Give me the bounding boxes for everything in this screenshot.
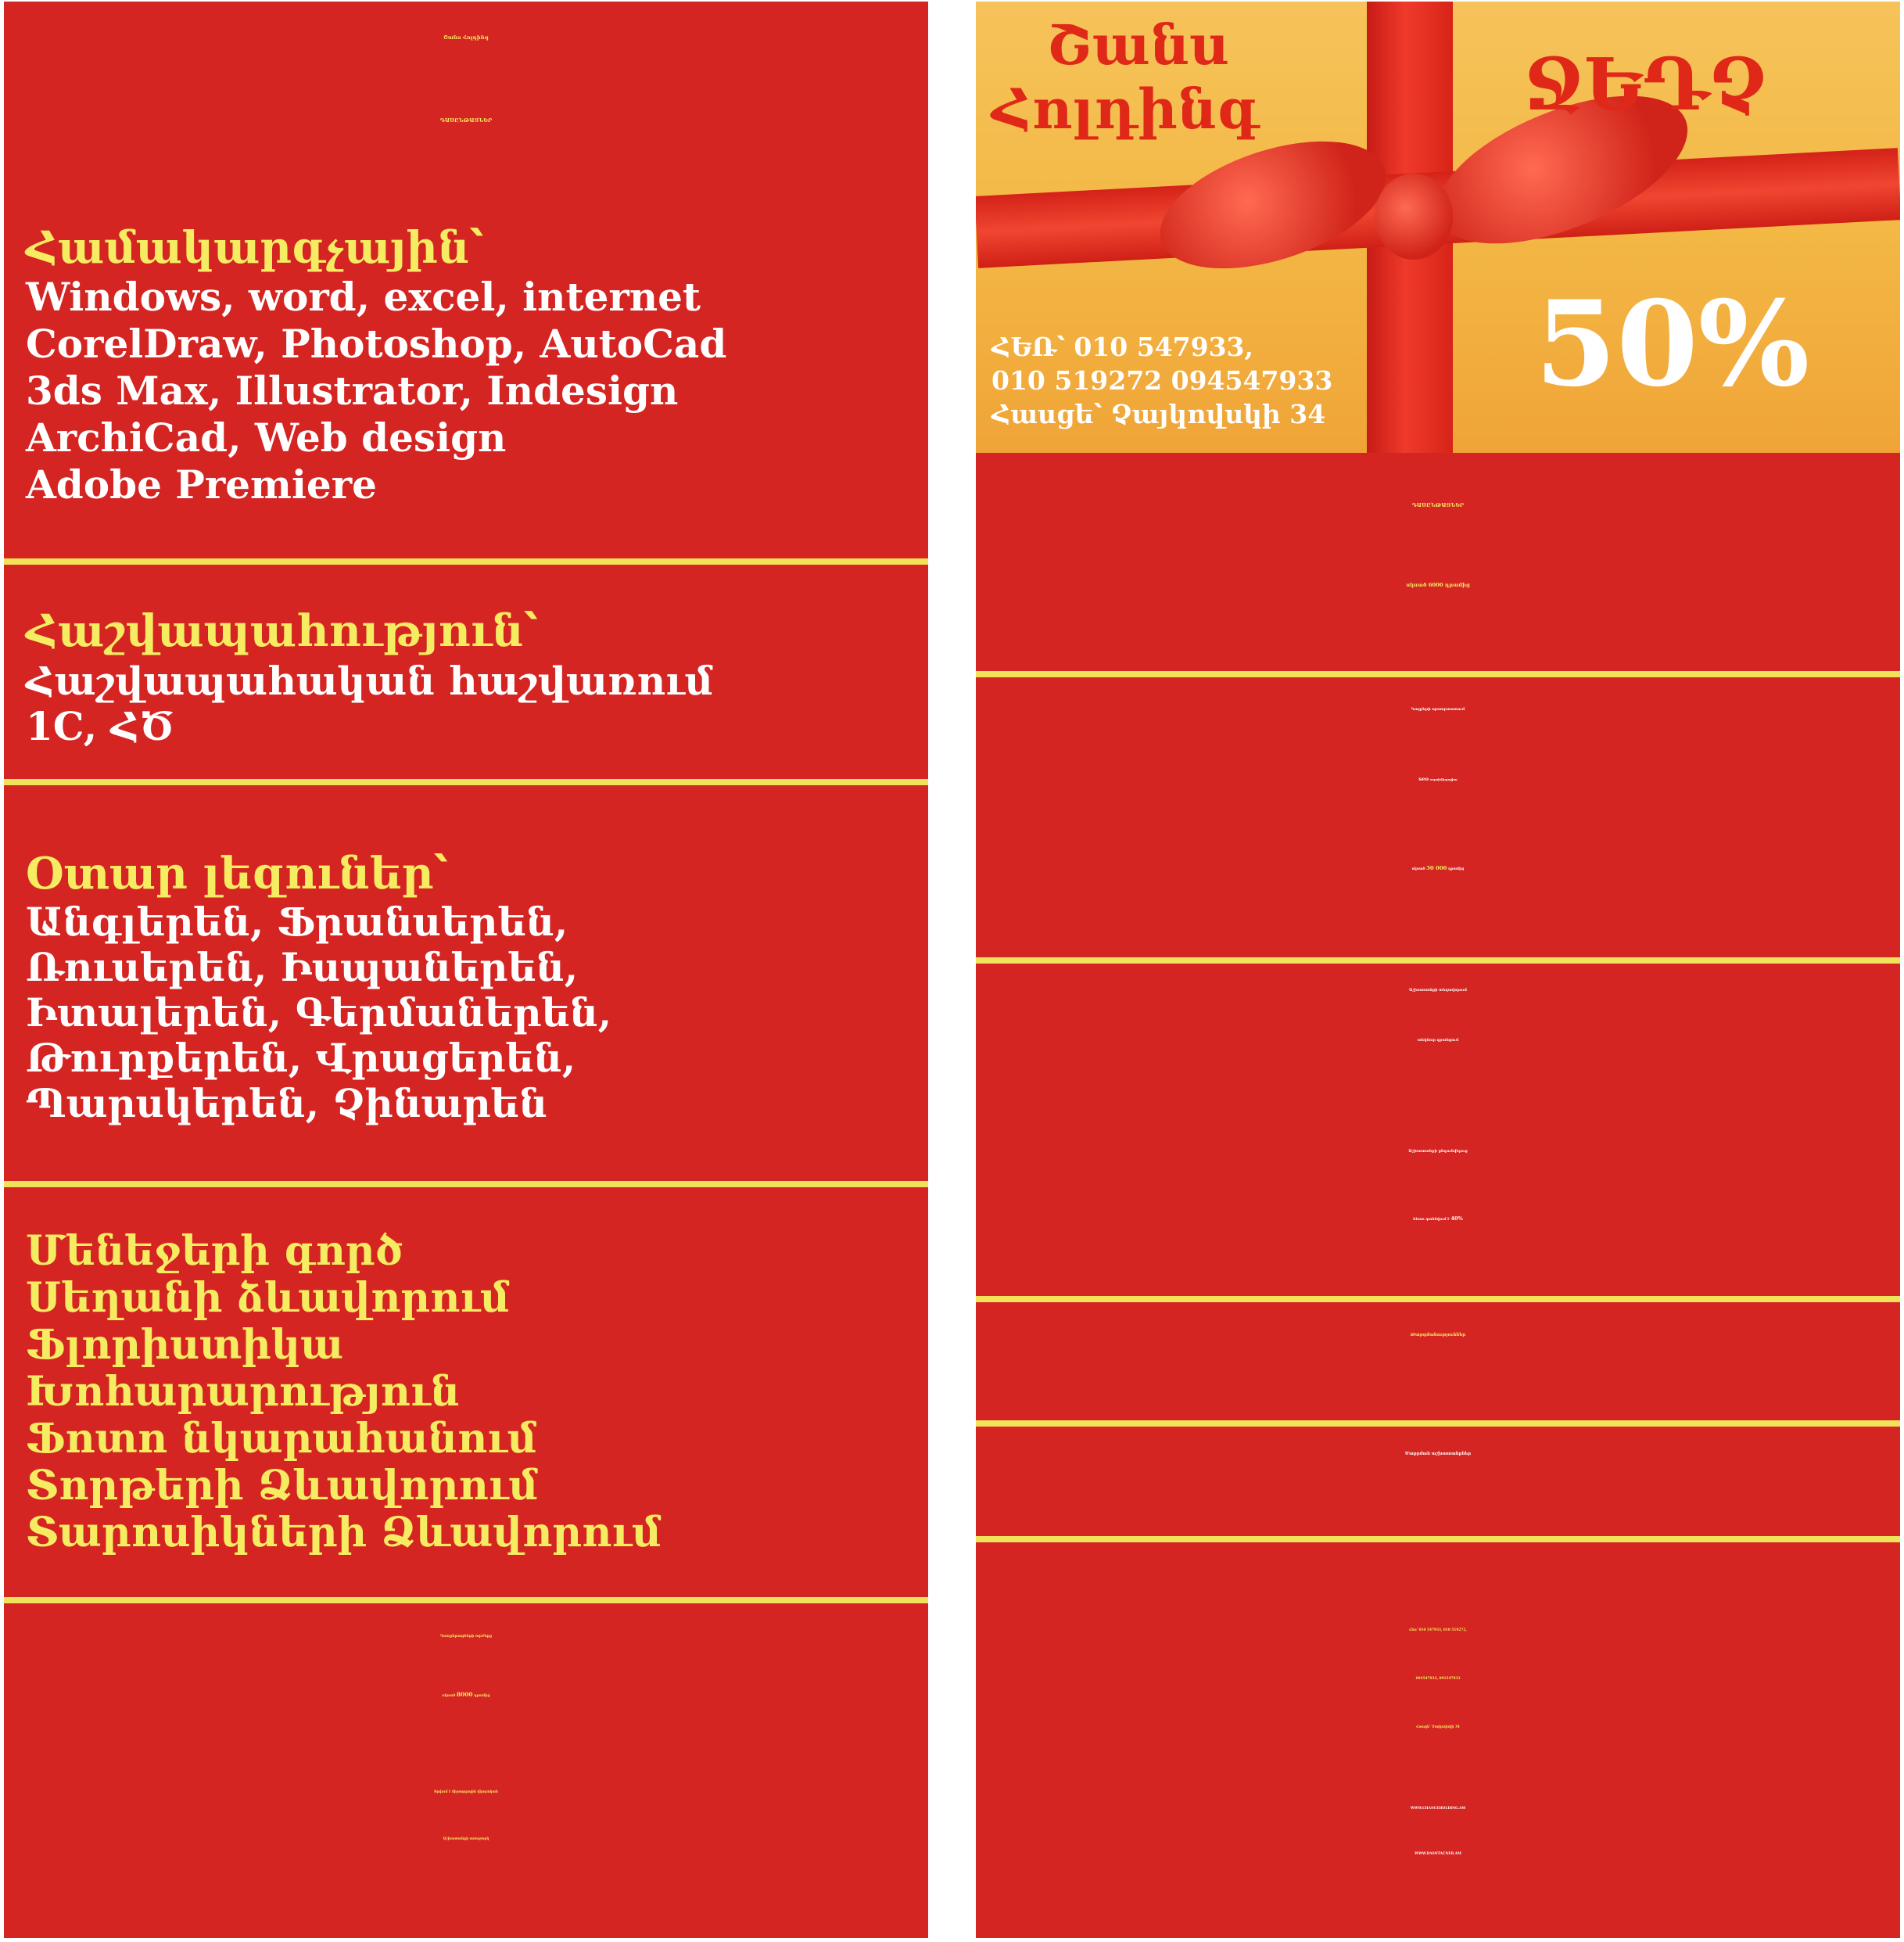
list-item: 1C, ՀԾ — [26, 703, 174, 749]
computer-list — [26, 274, 726, 508]
list-item: Անգլերեն, Ֆրանսերեն, — [26, 899, 568, 945]
gift-brand-2: Հոլդինգ — [991, 77, 1260, 142]
accounting-list — [26, 659, 713, 749]
divider — [976, 1536, 1900, 1542]
certificate-text: Տրվում է միջազգային վկայական — [434, 1789, 498, 1793]
list-item: Թուրքերեն, Վրացերեն, — [26, 1035, 576, 1081]
jobs-text: հետո գանձվում է — [1413, 1218, 1450, 1222]
divider — [4, 1181, 928, 1187]
contact-line: ՀԵՌ՝ 010 547933, — [991, 332, 1254, 362]
price-prefix: սկսած — [1411, 867, 1425, 871]
divider — [976, 1296, 1900, 1302]
list-item: ArchiCad, Web design — [26, 415, 507, 461]
right-flyer-panel — [976, 2, 1900, 1938]
courses-list — [26, 1228, 662, 1556]
jobs-line-1: Աշխատանքի տեղավորում — [1408, 989, 1468, 993]
computer-heading: Համակարգչային՝ — [26, 222, 484, 274]
price-line — [4, 1691, 928, 1698]
contact-line: Հասցե՝ Չայկովսկի 34 — [1416, 1725, 1460, 1729]
list-item: Իտալերեն, Գերմաներեն, — [26, 989, 612, 1036]
list-item: Մենեջերի գործ — [26, 1227, 403, 1275]
divider — [4, 779, 928, 785]
list-item: 3ds Max, Illustrator, Indesign — [26, 368, 679, 414]
gift-banner — [976, 2, 1900, 453]
list-item: Adobe Premiere — [26, 461, 377, 508]
divider — [976, 1420, 1900, 1427]
list-item: Ֆոտո նկարահանում — [26, 1415, 537, 1463]
web-heading: Կայքերի պատրաստում — [1411, 707, 1465, 712]
website-link[interactable]: WWW.CHANCEHOLDING.AM — [1410, 1807, 1466, 1811]
divider — [976, 671, 1900, 677]
list-item: Սեղանի ձևավորում — [26, 1274, 510, 1322]
contact-line: 094547933, 091547933 — [1415, 1677, 1461, 1681]
jobs-line-2: անվճար գրանցում — [1417, 1039, 1459, 1043]
web-price-line — [976, 865, 1900, 871]
price-heading: Դասընթացների արժեքը — [439, 1635, 493, 1639]
contact-line: Հեռ՝ 010 547933, 010 519272, — [1409, 1628, 1467, 1632]
gift-brand-1: Շանս — [1046, 13, 1229, 77]
website-link[interactable]: WWW.DASNTACNER.AM — [1415, 1852, 1461, 1856]
accounting-heading: Հաշվապահություն՝ — [26, 605, 538, 657]
courses-price: սկսած 6000 դրամից — [1406, 582, 1470, 588]
translations-label: Թարգմանություններ — [1410, 1333, 1466, 1337]
price-amount: 30 000 — [1426, 865, 1447, 871]
divider — [4, 1597, 928, 1603]
websites-block — [976, 1786, 1900, 1877]
seo-text: օպտիմիզացիա — [1429, 777, 1458, 781]
list-item: Ֆլորիստիկա — [26, 1321, 344, 1369]
price-prefix: սկսած — [442, 1694, 456, 1698]
seo-line — [976, 776, 1900, 782]
contact-line: 010 519272 094547933 — [991, 365, 1333, 396]
list-item: Windows, word, excel, internet — [26, 274, 701, 320]
languages-list — [26, 899, 611, 1126]
list-item: Հաշվապահական հաշվառում — [26, 658, 713, 704]
price-suffix: դրամից — [474, 1694, 490, 1698]
list-item: Տարոսիկների Ձևավորում — [26, 1509, 662, 1556]
courses-title: ԴԱՍԸՆԹԱՑՆԵՐ — [439, 117, 493, 124]
brand-title: Շանս Հոլդինգ — [443, 34, 489, 41]
contact-line: Հասցե՝ Չայկովսկի 34 — [991, 399, 1326, 429]
left-flyer-panel — [4, 2, 928, 1938]
list-item: Խոհարարություն — [26, 1368, 460, 1416]
gift-contacts — [991, 330, 1332, 431]
list-item: Ռուսերեն, Իսպաներեն, — [26, 944, 579, 990]
contacts-block — [976, 1606, 1900, 1752]
discount-percent: 50% — [1535, 275, 1810, 413]
gift-label: ՋԵԴՉ — [1523, 42, 1768, 127]
seo-label: seo — [1418, 776, 1429, 782]
courses-title: ԴԱՍԸՆԹԱՑՆԵՐ — [1411, 502, 1465, 508]
jobs-line-4 — [976, 1215, 1900, 1222]
price-suffix: դրամից — [1447, 867, 1465, 871]
jobs-line-3: Աշխատանքի ընդունվելուց — [1408, 1150, 1468, 1154]
jobs-percent: 40% — [1450, 1215, 1463, 1222]
divider — [4, 558, 928, 565]
languages-heading: Օտար լեզուներ՝ — [26, 848, 448, 899]
job-offer-text: Աշխատանքի առաջարկ — [443, 1836, 489, 1840]
bow-loop-left — [1145, 117, 1402, 293]
bow-knot — [1375, 174, 1453, 260]
price-amount: 8000 — [456, 1691, 473, 1698]
list-item: Տորթերի Ձևավորում — [26, 1462, 538, 1509]
list-item: CorelDraw, Photoshop, AutoCad — [26, 321, 727, 367]
list-item: Պարսկերեն, Չինարեն — [26, 1080, 547, 1126]
divider — [976, 957, 1900, 964]
cleaning-label: Մաքրման աշխատանքներ — [1404, 1452, 1472, 1456]
